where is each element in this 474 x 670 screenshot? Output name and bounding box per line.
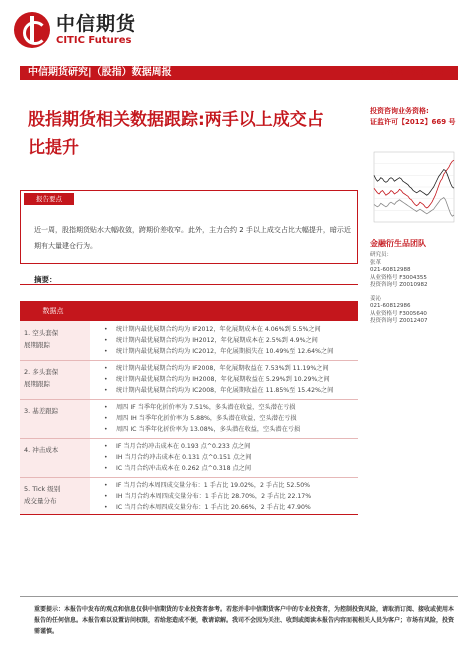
table-bottom-rule: [20, 514, 358, 515]
table-row-label: 3. 基差跟踪: [24, 407, 59, 415]
bullet-icon: •: [104, 415, 108, 422]
table-row-item: IH 当月合约冲击成本在 0.131 点^0.151 点之间: [116, 454, 252, 461]
bullet-icon: •: [104, 443, 108, 450]
chart-series-line: [374, 160, 454, 208]
table-row-item: IC 当月合约冲击成本在 0.262 点^0.318 点之间: [116, 465, 252, 472]
cover-chart-svg: [362, 142, 462, 230]
bullet-icon: •: [104, 426, 108, 433]
bullet-icon: •: [104, 387, 108, 394]
bullet-icon: •: [104, 376, 108, 383]
table-row-label: 4. 冲击成本: [24, 446, 59, 454]
team-line: 从业资格号 F3004355: [370, 274, 427, 281]
bullet-icon: •: [104, 404, 108, 411]
team-line: 张革: [370, 259, 382, 266]
team-title: 金融衍生品团队: [370, 239, 426, 248]
table-row-item: 统计期内最优展期合约均为 IF2008，年化展期收益在 7.53%到 11.19%之间: [116, 365, 329, 372]
table-row-divider: [20, 438, 358, 439]
team-line: 投资咨询号 Z0010982: [370, 282, 428, 288]
report-date: 2020-07-03: [380, 67, 444, 78]
bullet-icon: •: [104, 365, 108, 372]
table-row-label: 1. 空头套保 展期跟踪: [24, 329, 59, 349]
logo-chinese-name: 中信期货: [56, 13, 137, 35]
table-row-item: 周四 IC 当季年化折价率为 13.08%，多头潜在收益，空头潜在亏损: [116, 426, 301, 433]
bullet-icon: •: [104, 326, 108, 333]
table-row-label: 5. Tick 级别 成交量分布: [24, 485, 61, 505]
table-row-item: 统计期内最优展期合约均为 IH2008，年化展期收益在 5.29%到 10.29%之间: [116, 376, 330, 383]
table-row-item: 周四 IF 当季年化折价率为 7.51%，多头潜在收益，空头潜在亏损: [116, 404, 296, 411]
bullet-icon: •: [104, 482, 108, 489]
team-line: 姜沁: [370, 295, 382, 302]
bullet-icon: •: [104, 493, 108, 500]
table-row-item: IF 当月合约本周四成交量分布：1 手占比 19.02%，2 手占比 52.50%: [116, 482, 311, 489]
chart-series-line: [374, 198, 454, 217]
cert-number: 证监许可【2012】669 号: [370, 118, 456, 126]
disclaimer-text: 重要提示：本报告中发布的观点和信息仅供中信期货的专业投资者参考。若您并非中信期货客户中的专业投资者，为控制投资风险，请取消订阅、接收或使用本报告的任何信息。本报告难以设置访问权限，若给您造成不便，敬请谅解。我司不会因为关注、收到或阅读本报告内容而视相关人员为客户；市场有风险，投资需谨慎。: [34, 606, 455, 635]
table-row-item: 统计期内最优展期合约均为 IC2008，年化展期收益在 11.85%至 15.42%之间: [116, 387, 334, 394]
team-line: 投资咨询号 Z0012407: [370, 318, 428, 324]
summary-text: 近一周，股指期货贴水大幅收敛，跨期价差收窄。此外，主力合约 2 手以上成交占比大幅提升，暗示近期有大量建仓行为。: [34, 226, 351, 250]
bullet-icon: •: [104, 348, 108, 355]
bullet-icon: •: [104, 504, 108, 511]
team-line: 021-60812986: [370, 303, 411, 309]
report-series-label: 中信期货研究|（股指）数据周报: [28, 67, 172, 78]
summary-tab: 报告要点: [24, 193, 74, 205]
team-line: 021-60812988: [370, 267, 411, 273]
table-row-divider: [20, 360, 358, 361]
team-line: 从业资格号 F3005640: [370, 310, 427, 317]
citic-logo-icon: [14, 12, 50, 48]
table-row-divider: [20, 399, 358, 400]
logo-english-name: CITIC Futures: [56, 35, 132, 46]
table-row-label: 2. 多头套保 展期跟踪: [24, 368, 59, 388]
bullet-icon: •: [104, 454, 108, 461]
bullet-icon: •: [104, 465, 108, 472]
table-header-label: 数据点: [42, 307, 64, 315]
table-row-item: IF 当月合约冲击成本在 0.193 点^0.233 点之间: [116, 443, 251, 450]
table-row-item: 统计期内最优展期合约均为 IF2012，年化展期成本在 4.06%到 5.5%之间: [116, 326, 321, 333]
abstract-label: 摘要：: [34, 275, 57, 284]
table-row-divider: [20, 477, 358, 478]
table-row-item: 统计期内最优展期合约均为 IC2012，年化展期损失在 10.49%至 12.64%之间: [116, 348, 334, 355]
table-row-item: IH 当月合约本周四成交量分布：1 手占比 28.70%，2 手占比 22.17%: [116, 493, 312, 500]
table-row-item: 周四 IH 当季年化折价率为 5.88%，多头潜在收益，空头潜在亏损: [116, 415, 297, 422]
cert-label: 投资咨询业务资格:: [370, 107, 429, 115]
report-title: 股指期货相关数据跟踪:两手以上成交占比提升: [28, 110, 324, 158]
team-line: 研究员：: [370, 252, 393, 258]
footer-divider: [20, 596, 458, 597]
company-logo: [14, 12, 136, 48]
abstract-divider: [20, 284, 358, 285]
table-row-item: IC 当月合约本周四成交量分布：1 手占比 20.66%，2 手占比 47.90%: [116, 504, 311, 511]
chart-series-line: [374, 170, 454, 196]
table-row-item: 统计期内最优展期合约均为 IH2012，年化展期成本在 2.5%到 4.9%之间: [116, 337, 318, 344]
cover-chart: [362, 142, 462, 230]
bullet-icon: •: [104, 337, 108, 344]
